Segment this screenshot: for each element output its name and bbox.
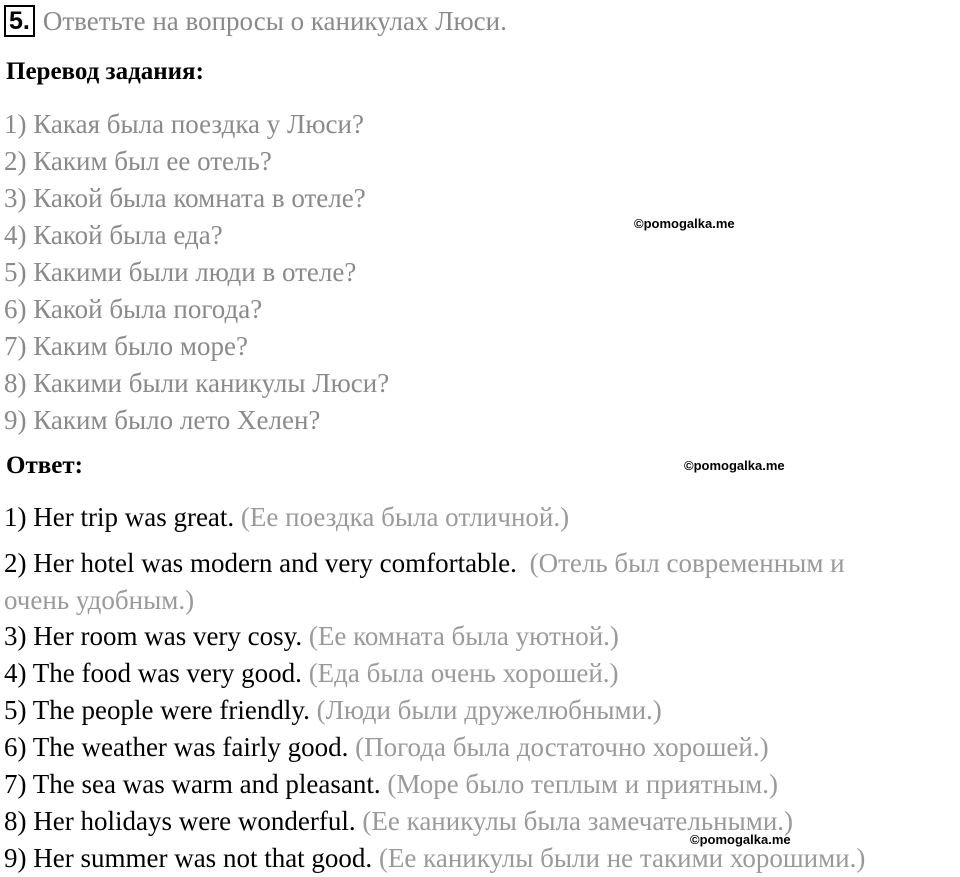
task-text: Ответьте на вопросы о каникулах Люси.	[42, 5, 507, 36]
watermark: ©pomogalka.me	[684, 458, 785, 473]
answer-continuation	[4, 582, 194, 619]
question-item: 1) Какая была поездка у Люси?	[4, 109, 364, 139]
answer-english: 8) Her holidays were wonderful.	[4, 806, 356, 836]
question-item: 8) Какими были каникулы Люси?	[4, 368, 390, 398]
answer-english: 3) Her room was very cosy.	[4, 621, 303, 651]
question-item: 3) Какой была комната в отеле?	[4, 183, 366, 213]
answer-russian: (Отель был современным и	[529, 548, 845, 578]
answer-english: 4) The food was very good.	[4, 658, 302, 688]
answer-russian: (Ее комната была уютной.)	[308, 621, 619, 651]
answer-english: 1) Her trip was great.	[4, 502, 235, 532]
translation-title: Перевод задания:	[6, 58, 204, 85]
answer-russian-continued: очень удобным.)	[4, 585, 195, 615]
question-item: 4) Какой была еда?	[4, 220, 223, 250]
answer-item	[4, 766, 778, 803]
watermark: ©pomogalka.me	[634, 216, 735, 231]
answer-english: 2) Her hotel was modern and very comfortable.	[4, 548, 517, 578]
answer-item	[4, 729, 769, 766]
question-item: 9) Каким было лето Хелен?	[4, 405, 321, 435]
answer-russian: (Ее поездка была отличной.)	[240, 502, 570, 532]
answer-item	[4, 618, 619, 655]
question-list	[4, 106, 389, 439]
question-item: 6) Какой была погода?	[4, 294, 263, 324]
answer-russian: (Люди были дружелюбными.)	[316, 695, 662, 725]
answer-russian: (Море было теплым и приятным.)	[387, 769, 778, 799]
answer-english: 5) The people were friendly.	[4, 695, 310, 725]
answer-english: 6) The weather was fairly good.	[4, 732, 349, 762]
question-item: 7) Каким было море?	[4, 331, 248, 361]
answer-russian: (Ее каникулы была замечательными.)	[362, 806, 794, 836]
watermark: ©pomogalka.me	[690, 832, 791, 847]
answer-english: 9) Her summer was not that good.	[4, 843, 373, 873]
answer-item	[4, 655, 619, 692]
task-number: 5.	[4, 5, 35, 37]
question-item: 5) Какими были люди в отеле?	[4, 257, 357, 287]
answer-english: 7) The sea was warm and pleasant.	[4, 769, 381, 799]
answer-russian: (Еда была очень хорошей.)	[308, 658, 619, 688]
question-item: 2) Каким был ее отель?	[4, 146, 272, 176]
answer-item	[4, 545, 845, 582]
answer-title: Ответ:	[6, 452, 83, 479]
answer-item	[4, 499, 569, 536]
answer-russian: (Погода была достаточно хорошей.)	[355, 732, 769, 762]
answer-item	[4, 803, 793, 840]
answer-item	[4, 692, 662, 729]
answer-russian: (Ее каникулы были не такими хорошими.)	[378, 843, 866, 873]
task-header	[4, 3, 507, 39]
